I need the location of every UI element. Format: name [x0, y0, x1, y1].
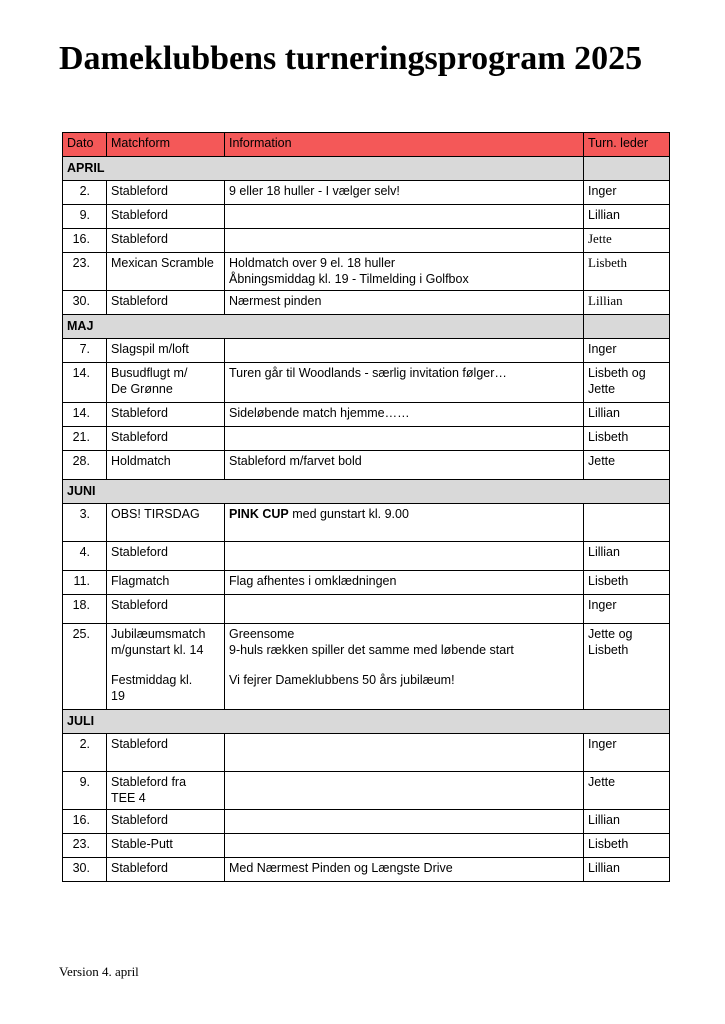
information-cell	[225, 772, 584, 810]
matchform-cell: Stableford	[107, 810, 225, 834]
leader-cell: Lillian	[584, 205, 670, 229]
information-cell: Sideløbende match hjemme……	[225, 403, 584, 427]
matchform-cell: Slagspil m/loft	[107, 339, 225, 363]
date-cell: 7.	[63, 339, 107, 363]
leader-cell: Lisbeth	[584, 253, 670, 291]
information-cell	[225, 624, 584, 710]
information-cell	[225, 427, 584, 451]
information-line: 9-huls rækken spiller det samme med løbende start	[229, 643, 514, 657]
matchform-cell: OBS! TIRSDAG	[107, 504, 225, 542]
information-cell	[225, 253, 584, 291]
information-cell	[225, 810, 584, 834]
table-row	[63, 363, 670, 403]
column-header-information: Information	[225, 133, 584, 157]
information-cell	[225, 205, 584, 229]
date-cell: 11.	[63, 571, 107, 595]
month-label: MAJ	[63, 315, 584, 339]
matchform-cell	[107, 772, 225, 810]
date-cell: 23.	[63, 253, 107, 291]
information-cell: Stableford m/farvet bold	[225, 451, 584, 480]
month-label: JUNI	[63, 480, 670, 504]
leader-line: Lisbeth og	[588, 366, 646, 380]
matchform-line: Jubilæumsmatch	[111, 627, 206, 641]
matchform-cell: Mexican Scramble	[107, 253, 225, 291]
date-cell: 18.	[63, 595, 107, 624]
matchform-cell: Holdmatch	[107, 451, 225, 480]
leader-cell: Jette	[584, 229, 670, 253]
table-row	[63, 834, 670, 858]
information-cell: Turen går til Woodlands - særlig invitation følger…	[225, 363, 584, 403]
table-header-row	[63, 133, 670, 157]
date-cell: 30.	[63, 291, 107, 315]
matchform-line: TEE 4	[111, 791, 146, 805]
date-cell: 14.	[63, 403, 107, 427]
leader-cell: Inger	[584, 339, 670, 363]
table-row	[63, 571, 670, 595]
matchform-cell: Stableford	[107, 291, 225, 315]
leader-cell: Inger	[584, 734, 670, 772]
month-row-april	[63, 157, 670, 181]
leader-cell: Inger	[584, 181, 670, 205]
table-row	[63, 291, 670, 315]
matchform-line: m/gunstart kl. 14	[111, 643, 204, 657]
table-row	[63, 810, 670, 834]
table-row	[63, 772, 670, 810]
date-cell: 25.	[63, 624, 107, 710]
matchform-cell	[107, 624, 225, 710]
leader-cell: Lillian	[584, 403, 670, 427]
matchform-line: Busudflugt m/	[111, 366, 188, 380]
table-row	[63, 734, 670, 772]
leader-cell: Lillian	[584, 858, 670, 882]
matchform-cell	[107, 363, 225, 403]
table-row	[63, 181, 670, 205]
information-cell	[225, 595, 584, 624]
month-row-juli	[63, 710, 670, 734]
leader-cell	[584, 363, 670, 403]
information-cell: Flag afhentes i omklædningen	[225, 571, 584, 595]
leader-cell	[584, 624, 670, 710]
matchform-line: 19	[111, 689, 125, 703]
month-label: JULI	[63, 710, 670, 734]
matchform-cell: Stableford	[107, 734, 225, 772]
table-row	[63, 542, 670, 571]
date-cell: 4.	[63, 542, 107, 571]
matchform-cell: Stableford	[107, 205, 225, 229]
date-cell: 9.	[63, 205, 107, 229]
information-line: Vi fejrer Dameklubbens 50 års jubilæum!	[229, 673, 455, 687]
date-cell: 3.	[63, 504, 107, 542]
information-cell: 9 eller 18 huller - I vælger selv!	[225, 181, 584, 205]
leader-cell: Jette	[584, 772, 670, 810]
leader-cell: Lillian	[584, 810, 670, 834]
matchform-line: Stableford fra	[111, 775, 187, 789]
leader-line: Jette	[588, 382, 616, 396]
leader-cell: Jette	[584, 451, 670, 480]
leader-cell: Lillian	[584, 542, 670, 571]
leader-line: Lisbeth	[588, 643, 629, 657]
information-cell	[225, 229, 584, 253]
month-row-juni	[63, 480, 670, 504]
table-row	[63, 229, 670, 253]
table-row	[63, 253, 670, 291]
matchform-cell: Stableford	[107, 595, 225, 624]
information-line: Holdmatch over 9 el. 18 huller	[229, 256, 396, 270]
leader-cell: Lisbeth	[584, 571, 670, 595]
date-cell: 9.	[63, 772, 107, 810]
month-row-maj	[63, 315, 670, 339]
matchform-cell: Stableford	[107, 427, 225, 451]
matchform-cell: Flagmatch	[107, 571, 225, 595]
date-cell: 16.	[63, 810, 107, 834]
information-line: Åbningsmiddag kl. 19 - Tilmelding i Golfbox	[229, 272, 469, 286]
table-row	[63, 595, 670, 624]
table-row	[63, 624, 670, 710]
pink-cup-label: PINK CUP	[229, 507, 289, 521]
date-cell: 14.	[63, 363, 107, 403]
month-label: APRIL	[63, 157, 584, 181]
date-cell: 21.	[63, 427, 107, 451]
date-cell: 2.	[63, 734, 107, 772]
table-row	[63, 451, 670, 480]
column-header-matchform: Matchform	[107, 133, 225, 157]
table-row	[63, 427, 670, 451]
information-line: Greensome	[229, 627, 295, 641]
leader-cell: Inger	[584, 595, 670, 624]
version-note: Version 4. april	[59, 964, 139, 979]
matchform-line: De Grønne	[111, 382, 173, 396]
date-cell: 30.	[63, 858, 107, 882]
leader-cell: Lisbeth	[584, 834, 670, 858]
matchform-cell: Stableford	[107, 229, 225, 253]
information-cell	[225, 734, 584, 772]
information-text: med gunstart kl. 9.00	[288, 507, 409, 521]
information-cell	[225, 339, 584, 363]
leader-line: Jette og	[588, 627, 633, 641]
date-cell: 23.	[63, 834, 107, 858]
matchform-cell: Stableford	[107, 181, 225, 205]
date-cell: 16.	[63, 229, 107, 253]
column-header-dato: Dato	[63, 133, 107, 157]
matchform-cell: Stable-Putt	[107, 834, 225, 858]
leader-cell	[584, 504, 670, 542]
table-row	[63, 339, 670, 363]
information-cell: Nærmest pinden	[225, 291, 584, 315]
information-cell: Med Nærmest Pinden og Længste Drive	[225, 858, 584, 882]
table-row	[63, 205, 670, 229]
matchform-cell: Stableford	[107, 542, 225, 571]
column-header-leder: Turn. leder	[584, 133, 670, 157]
information-cell	[225, 504, 584, 542]
leader-cell: Lisbeth	[584, 427, 670, 451]
table-row	[63, 858, 670, 882]
matchform-line: Festmiddag kl.	[111, 673, 193, 687]
page-title: Dameklubbens turneringsprogram 2025	[59, 40, 643, 77]
information-cell	[225, 834, 584, 858]
table-row	[63, 403, 670, 427]
tournament-table	[62, 132, 670, 882]
date-cell: 28.	[63, 451, 107, 480]
date-cell: 2.	[63, 181, 107, 205]
information-cell	[225, 542, 584, 571]
table-row	[63, 504, 670, 542]
matchform-cell: Stableford	[107, 858, 225, 882]
matchform-cell: Stableford	[107, 403, 225, 427]
leader-cell: Lillian	[584, 291, 670, 315]
